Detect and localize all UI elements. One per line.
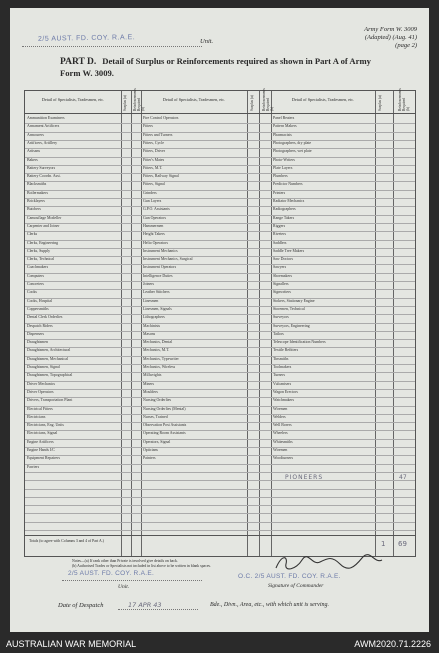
table-cell: Stokers, Stationary Engine: [273, 298, 315, 303]
table-cell: Helio Operators: [143, 240, 168, 245]
table-cell: Clerks, Supply: [27, 248, 51, 253]
table-cell: Height Takers: [143, 232, 165, 237]
surplus-header: Surplus (a): [378, 95, 382, 111]
table-cell: Fitters: [143, 124, 153, 129]
table-cell: Bakers: [27, 157, 38, 162]
table-cell: Cooks: [27, 290, 37, 295]
form-ref-line: Army Form W. 3009: [364, 26, 417, 33]
row-line: [25, 123, 415, 124]
archive-ref: AWM2020.71.2226: [354, 639, 431, 649]
table-cell: Draughtsmen: [27, 340, 48, 345]
table-cell: Mechanics, M.T.: [143, 348, 170, 353]
table-cell: Leather Stitchers: [143, 290, 170, 295]
table-cell: Instrument Mechanics, Surgical: [143, 257, 193, 262]
table-cell: Tinsmiths: [273, 356, 289, 361]
row-line: [25, 240, 415, 241]
table-cell: Sawyers: [273, 265, 287, 270]
row-line: [25, 389, 415, 390]
table-cell: Fire Control Operators: [143, 116, 179, 120]
table-cell: Plumbers: [273, 174, 288, 179]
row-line: [25, 439, 415, 440]
table-cell: Intelligence Duties: [143, 273, 173, 278]
table-cell: Instrument Mechanics: [143, 248, 178, 253]
row-line: [25, 190, 415, 191]
row-line: [25, 198, 415, 199]
table-cell: Operators, Signal: [143, 439, 171, 444]
table-cell: Mechanics, Dental: [143, 340, 173, 345]
table-cell: Grinders: [143, 190, 157, 195]
archive-footer: [0, 632, 439, 653]
oc-stamp: O.C. 2/5 AUST. FD. COY. R.A.E.: [238, 573, 341, 580]
table-cell: G.P.O. Assistants: [143, 207, 170, 212]
table-cell: Fitters, Signal: [143, 182, 165, 187]
row-line: [25, 256, 415, 257]
unit-line: [22, 36, 202, 47]
table-cell: Drivers, Transportation Plant: [27, 398, 73, 403]
table-cell: Lithographers: [143, 315, 165, 320]
handwritten-total-reinf: 69: [398, 540, 407, 548]
table-cell: Miners: [143, 381, 155, 386]
table-cell: Concreters: [27, 282, 44, 286]
commander-signature: [270, 552, 390, 574]
table-cell: Electricians, Signal: [27, 431, 58, 436]
table-cell: Machinists: [143, 323, 161, 328]
table-cell: Draughtsmen, Topographical: [27, 373, 73, 378]
table-cell: Fitters, Cycle: [143, 140, 164, 145]
table-cell: Mechanics, Wireless: [143, 365, 176, 369]
reinf-header: Reinforcements Required (b): [398, 88, 410, 111]
table-cell: Gun Layers: [143, 199, 162, 203]
row-line: [25, 248, 415, 249]
table-cell: Panel Beaters: [273, 116, 295, 120]
part-label: PART D.: [60, 57, 97, 67]
table-cell: Radiographers: [273, 207, 296, 212]
unit-line: [62, 580, 202, 581]
totals-label: Totals (to agree with Columns 3 and 4 of Part A.): [29, 539, 104, 543]
bde-label: Bde., Divn., Area, etc., with which unit is serving.: [210, 602, 329, 608]
row-line: [25, 132, 415, 133]
row-line: [25, 223, 415, 224]
table-cell: Signallers: [273, 282, 289, 286]
table-cell: Opticians: [143, 448, 158, 452]
row-line: [25, 497, 415, 498]
table-cell: Welders: [273, 414, 286, 419]
table-cell: Wheelers: [273, 431, 288, 436]
handwritten-pioneers: PIONEERS: [285, 474, 324, 481]
table-cell: Coppersmiths: [27, 306, 49, 311]
row-line: [25, 148, 415, 149]
table-cell: Woodturners: [273, 456, 293, 461]
table-cell: Artisans: [27, 149, 40, 154]
despatch-date: 17 APR 43: [128, 601, 162, 609]
table-cell: Hammermen: [143, 223, 164, 228]
row-line: [25, 264, 415, 265]
column-header: Detail of Specialists, Tradesmen, etc.: [41, 97, 105, 102]
table-cell: Engine Artificers: [27, 439, 54, 444]
table-cell: Nurses, Trained: [143, 414, 168, 419]
table-cell: Bricklayers: [27, 199, 45, 203]
table-cell: Clerks, Technical: [27, 257, 55, 262]
table-cell: Moulders: [143, 389, 158, 394]
note-line: (b) Authorised Trades or Specialists not included in list above to be written in blank spaces.: [72, 564, 211, 568]
row-line: [25, 414, 415, 415]
table-cell: Printers: [273, 190, 286, 195]
column-header: Detail of Specialists, Tradesmen, etc.: [162, 97, 226, 102]
table-cell: Battery Surveyors: [27, 165, 56, 170]
unit-label: Unit.: [200, 38, 214, 45]
table-cell: Telescope Identification Numbers: [273, 340, 326, 345]
table-cell: Photographers, wet plate: [273, 149, 312, 154]
table-cell: Range Takers: [273, 215, 295, 220]
table-cell: Camouflage Modeller: [27, 215, 62, 220]
row-line: [25, 489, 415, 490]
table-cell: Cooks, Hospital: [27, 298, 53, 303]
table-cell: Nursing Orderlies (Mental): [143, 406, 186, 411]
column-header: Detail of Specialists, Tradesmen, etc.: [291, 97, 355, 102]
table-cell: Saddle Tree Makers: [273, 248, 305, 253]
row-line: [25, 281, 415, 282]
row-line: [25, 206, 415, 207]
row-line: [25, 339, 415, 340]
table-cell: Draughtsmen, Signal: [27, 365, 60, 369]
table-cell: Nursing Orderlies: [143, 398, 171, 403]
row-line: [25, 530, 415, 531]
table-cell: Radiator Mechanics: [273, 199, 305, 203]
table-cell: Farriers: [27, 464, 40, 469]
table-cell: Armourers: [27, 132, 44, 137]
row-line: [25, 364, 415, 365]
table-cell: Riggers: [273, 223, 286, 228]
table-cell: Driver Operators: [27, 389, 54, 394]
table-cell: Observation Post Assistants: [143, 423, 187, 428]
row-line: [25, 522, 415, 523]
surplus-header: Surplus (a): [123, 95, 127, 111]
despatch-line: [118, 609, 198, 610]
row-line: [25, 314, 415, 315]
column-divider: [131, 91, 132, 556]
table-cell: Dental Clerk Orderlies: [27, 315, 63, 320]
table-cell: Equipment Repairers: [27, 456, 60, 461]
table-cell: Blacksmiths: [27, 182, 47, 187]
row-line: [25, 381, 415, 382]
row-line: [25, 513, 415, 514]
row-line: [25, 430, 415, 431]
table-cell: Saw Doctors: [273, 257, 293, 262]
table-cell: Battery Coordn. Asst.: [27, 174, 61, 179]
table-cell: Surveyors: [273, 315, 289, 320]
unit-stamp: 2/5 AUST. FD. COY. R.A.E.: [37, 34, 136, 43]
table-cell: Storemen, Technical: [273, 306, 305, 311]
table-cell: Painters: [143, 456, 156, 461]
table-cell: Operating Room Assistants: [143, 431, 186, 436]
row-line: [25, 422, 415, 423]
table-cell: Wagon Erectors: [273, 389, 298, 394]
table-cell: Masons: [143, 331, 156, 336]
table-cell: Ammunition Examiners: [27, 116, 65, 120]
table-cell: Engine Hands I/C: [27, 448, 55, 452]
table-cell: Linesmen: [143, 298, 159, 303]
specialists-table: [24, 90, 416, 557]
table-cell: Predictor Numbers: [273, 182, 303, 187]
row-line: [25, 231, 415, 232]
form-reference: [364, 26, 417, 50]
table-cell: Draughtsmen, Architectural: [27, 348, 71, 353]
table-cell: Electricians, Eng. Units: [27, 423, 64, 428]
column-divider: [141, 91, 142, 556]
signature-label: Signature of Commander: [268, 583, 324, 589]
table-cell: Electrical Fitters: [27, 406, 53, 411]
column-divider: [259, 91, 260, 556]
table-cell: Butchers: [27, 207, 41, 212]
table-cell: Textile Refitters: [273, 348, 299, 353]
table-cell: Watchmakers: [273, 398, 295, 403]
row-line: [25, 323, 415, 324]
note-line: Notes—(a) If rank other than Private is involved give details on back.: [72, 559, 178, 563]
row-line: [25, 140, 415, 141]
row-line: [25, 406, 415, 407]
table-cell: Fitters and Turners: [143, 132, 173, 137]
table-cell: Instrument Operators: [143, 265, 177, 270]
table-cell: Signwriters: [273, 290, 291, 295]
table-cell: Mechanics, Typewriter: [143, 356, 179, 361]
table-cell: Toolmakers: [273, 365, 292, 369]
table-cell: Surveyors, Engineering: [273, 323, 310, 328]
table-cell: Pharmacists: [273, 132, 292, 137]
despatch-label: Date of Despatch: [58, 602, 104, 609]
table-cell: Artificers, Artillery: [27, 140, 58, 145]
table-cell: Fitters, M.T.: [143, 165, 163, 170]
table-cell: Driver Mechanics: [27, 381, 55, 386]
row-line: [25, 464, 415, 465]
table-cell: Fitters, Driver: [143, 149, 166, 154]
table-cell: Plate Layers: [273, 165, 293, 170]
table-cell: Vulcanisers: [273, 381, 292, 386]
table-cell: Shoemakers: [273, 273, 293, 278]
handwritten-total-surplus: 1: [381, 540, 386, 548]
row-line: [25, 505, 415, 506]
reinf-header: Reinforcements Required (b): [262, 88, 274, 111]
reinf-header: Reinforcements Required (b): [133, 88, 145, 111]
handwritten-pioneers-count: 47: [399, 474, 407, 481]
table-cell: Clerks: [27, 232, 38, 237]
unit-stamp-bottom: 2/5 AUST. FD. COY. R.A.E.: [68, 570, 155, 577]
row-line: [25, 273, 415, 274]
table-cell: Pattern Makers: [273, 124, 297, 129]
row-line: [25, 165, 415, 166]
table-cell: Photo-Writers: [273, 157, 295, 162]
table-cell: Draughtsmen, Mechanical: [27, 356, 69, 361]
table-cell: Well Borers: [273, 423, 292, 428]
row-line: [25, 455, 415, 456]
table-cell: Fitters, Railway Signal: [143, 174, 179, 179]
row-line: [25, 447, 415, 448]
table-cell: Clerks, Engineering: [27, 240, 59, 245]
table-cell: Wiremen: [273, 406, 288, 411]
column-divider: [121, 91, 122, 556]
row-line: [25, 480, 415, 481]
column-divider: [271, 91, 272, 556]
row-line: [25, 397, 415, 398]
row-line: [25, 181, 415, 182]
row-line: [25, 356, 415, 357]
table-cell: Turners: [273, 373, 285, 378]
row-line: [25, 306, 415, 307]
table-cell: Wiremen: [273, 448, 288, 452]
table-cell: Electricians: [27, 414, 46, 419]
row-line: [25, 157, 415, 158]
table-cell: Boilermakers: [27, 190, 48, 195]
table-cell: Millwrights: [143, 373, 162, 378]
table-cell: Dispensers: [27, 331, 45, 336]
row-line: [25, 173, 415, 174]
row-line: [25, 347, 415, 348]
row-line: [25, 289, 415, 290]
row-line: [25, 215, 415, 216]
row-line: [25, 298, 415, 299]
table-cell: Armament Artificers: [27, 124, 60, 129]
totals-separator: [25, 535, 415, 536]
table-cell: Linesmen, Signals: [143, 306, 172, 311]
table-cell: Computers: [27, 273, 45, 278]
table-cell: Photographers, dry plate: [273, 140, 312, 145]
surplus-header: Surplus (a): [250, 95, 254, 111]
header-separator: [25, 113, 415, 114]
form-ref-line: (Adapted) (Aug. 41): [364, 34, 417, 41]
table-cell: Riveters: [273, 232, 286, 237]
column-divider: [375, 91, 376, 556]
form-ref-line: (page 2): [395, 42, 417, 49]
table-cell: Gun Operators: [143, 215, 167, 220]
form-title: [60, 56, 390, 79]
unit-label: Unit.: [118, 584, 130, 590]
table-cell: Carpenter and Joiner: [27, 223, 60, 228]
table-cell: Fitter's Mates: [143, 157, 165, 162]
table-cell: Whitesmiths: [273, 439, 293, 444]
table-cell: Despatch Riders: [27, 323, 53, 328]
table-cell: Coachmakers: [27, 265, 49, 270]
row-line: [25, 331, 415, 332]
title-text: Detail of Surplus or Reinforcements required as shown in Part A of Army Form W. 3009.: [60, 56, 371, 78]
table-cell: Joiners: [143, 282, 155, 286]
column-divider: [393, 91, 394, 556]
row-line: [25, 472, 415, 473]
archive-name: AUSTRALIAN WAR MEMORIAL: [6, 639, 137, 649]
column-divider: [247, 91, 248, 556]
row-line: [25, 372, 415, 373]
table-cell: Tailors: [273, 331, 284, 336]
table-cell: Saddlers: [273, 240, 287, 245]
